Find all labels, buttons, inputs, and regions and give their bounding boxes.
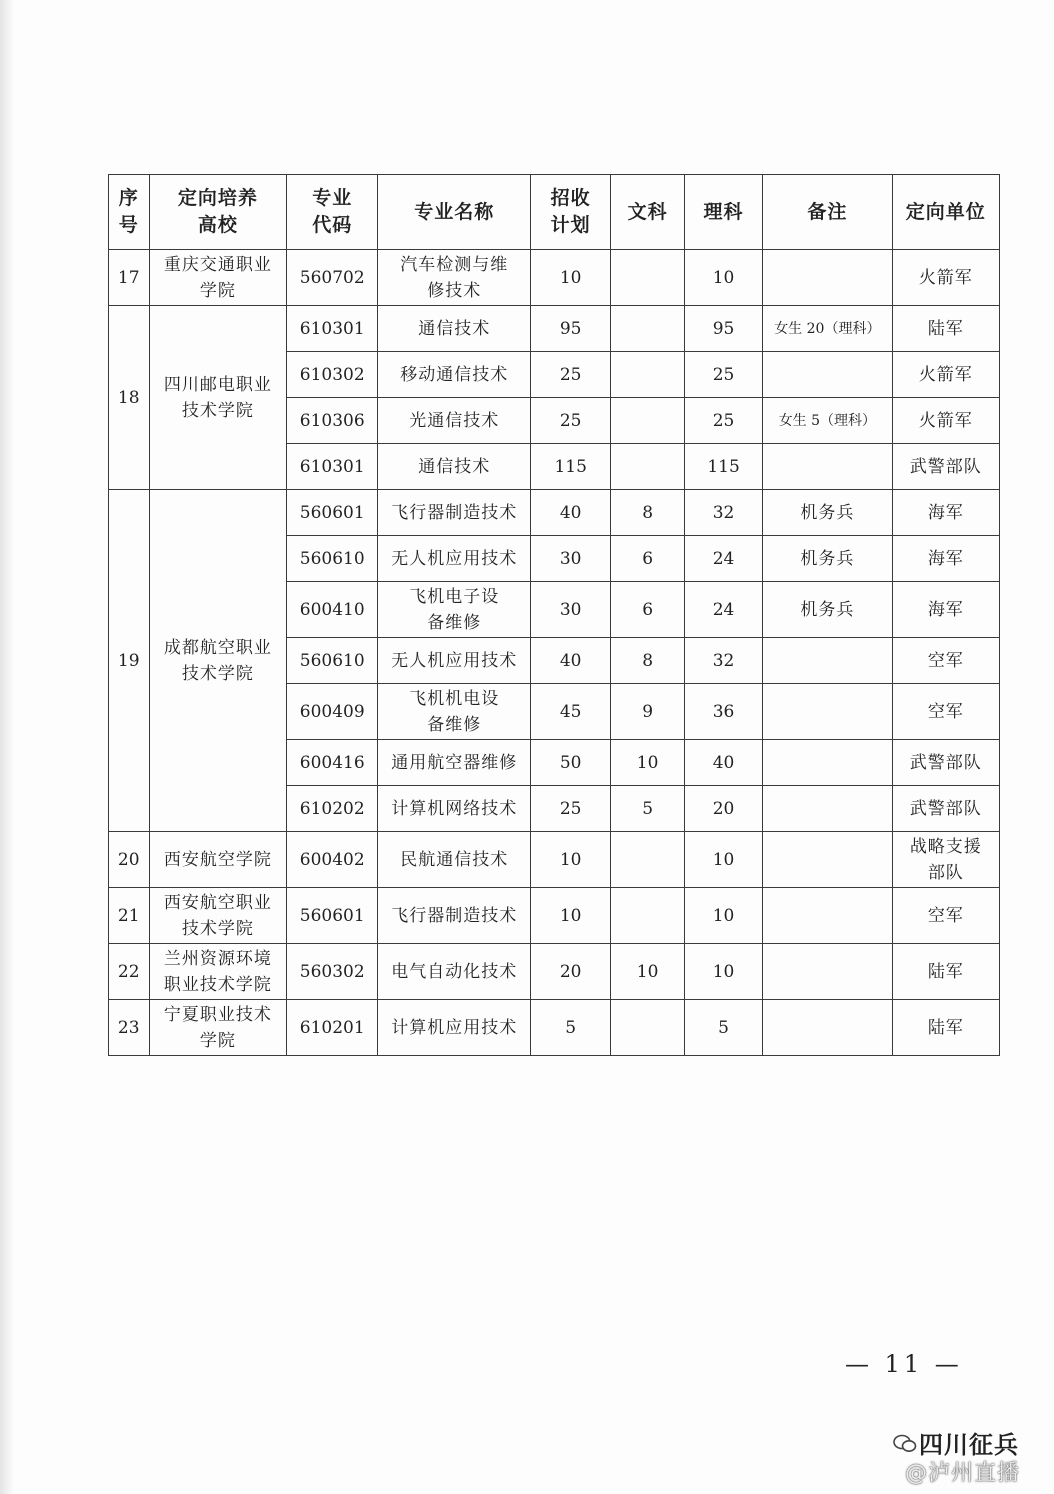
- code-cell: 560702: [287, 250, 378, 306]
- science-cell: 10: [685, 250, 763, 306]
- seq-cell: 23: [109, 1000, 150, 1056]
- arts-cell: 9: [611, 684, 685, 740]
- unit-cell: 空军: [892, 684, 999, 740]
- header-major: 专业名称: [378, 175, 531, 250]
- arts-cell: [611, 250, 685, 306]
- major-cell: 电气自动化技术: [378, 944, 531, 1000]
- unit-cell: 武警部队: [892, 740, 999, 786]
- science-cell: 5: [685, 1000, 763, 1056]
- remark-cell: 机务兵: [763, 490, 893, 536]
- watermark-handle: @泸州直播: [905, 1461, 1021, 1486]
- school-cell: 兰州资源环境职业技术学院: [149, 944, 287, 1000]
- table-row: [109, 490, 1000, 536]
- unit-cell: 空军: [892, 638, 999, 684]
- table-row: [109, 1000, 1000, 1056]
- unit-cell: 陆军: [892, 306, 999, 352]
- plan-cell: 115: [531, 444, 611, 490]
- unit-cell: 陆军: [892, 944, 999, 1000]
- header-school: 定向培养高校: [149, 175, 287, 250]
- remark-cell: 女生 20（理科）: [763, 306, 893, 352]
- unit-cell: 海军: [892, 582, 999, 638]
- code-cell: 610306: [287, 398, 378, 444]
- unit-cell: 战略支援部队: [892, 832, 999, 888]
- arts-cell: [611, 306, 685, 352]
- arts-cell: [611, 352, 685, 398]
- major-cell: 民航通信技术: [378, 832, 531, 888]
- seq-cell: 17: [109, 250, 150, 306]
- wechat-logo-icon: [893, 1434, 917, 1454]
- plan-cell: 30: [531, 536, 611, 582]
- major-cell: 飞机电子设备维修: [378, 582, 531, 638]
- plan-cell: 45: [531, 684, 611, 740]
- page-edge: [0, 0, 14, 1494]
- major-cell: 汽车检测与维修技术: [378, 250, 531, 306]
- science-cell: 32: [685, 490, 763, 536]
- major-cell: 光通信技术: [378, 398, 531, 444]
- code-cell: 560302: [287, 944, 378, 1000]
- science-cell: 95: [685, 306, 763, 352]
- major-cell: 无人机应用技术: [378, 638, 531, 684]
- arts-cell: 10: [611, 944, 685, 1000]
- science-cell: 10: [685, 832, 763, 888]
- arts-cell: 6: [611, 582, 685, 638]
- arts-cell: 5: [611, 786, 685, 832]
- unit-cell: 火箭军: [892, 352, 999, 398]
- table-row: [109, 250, 1000, 306]
- table-row: [109, 944, 1000, 1000]
- unit-cell: 空军: [892, 888, 999, 944]
- code-cell: 610201: [287, 1000, 378, 1056]
- seq-cell: 20: [109, 832, 150, 888]
- remark-cell: [763, 888, 893, 944]
- header-code: 专业代码: [287, 175, 378, 250]
- seq-cell: 19: [109, 490, 150, 832]
- school-cell: 宁夏职业技术学院: [149, 1000, 287, 1056]
- remark-cell: 女生 5（理科）: [763, 398, 893, 444]
- unit-cell: 火箭军: [892, 398, 999, 444]
- arts-cell: [611, 888, 685, 944]
- remark-cell: [763, 832, 893, 888]
- science-cell: 24: [685, 536, 763, 582]
- arts-cell: [611, 398, 685, 444]
- remark-cell: [763, 638, 893, 684]
- seq-cell: 21: [109, 888, 150, 944]
- remark-cell: 机务兵: [763, 536, 893, 582]
- major-cell: 通信技术: [378, 306, 531, 352]
- plan-cell: 10: [531, 250, 611, 306]
- major-cell: 计算机应用技术: [378, 1000, 531, 1056]
- major-cell: 无人机应用技术: [378, 536, 531, 582]
- arts-cell: [611, 444, 685, 490]
- school-cell: 成都航空职业技术学院: [149, 490, 287, 832]
- code-cell: 560601: [287, 490, 378, 536]
- enrollment-table: [108, 174, 1000, 1056]
- arts-cell: 10: [611, 740, 685, 786]
- code-cell: 560610: [287, 536, 378, 582]
- header-unit: 定向单位: [892, 175, 999, 250]
- school-cell: 西安航空职业技术学院: [149, 888, 287, 944]
- code-cell: 610302: [287, 352, 378, 398]
- code-cell: 600402: [287, 832, 378, 888]
- code-cell: 600410: [287, 582, 378, 638]
- science-cell: 36: [685, 684, 763, 740]
- unit-cell: 火箭军: [892, 250, 999, 306]
- arts-cell: 6: [611, 536, 685, 582]
- plan-cell: 50: [531, 740, 611, 786]
- plan-cell: 20: [531, 944, 611, 1000]
- unit-cell: 海军: [892, 536, 999, 582]
- major-cell: 飞行器制造技术: [378, 888, 531, 944]
- major-cell: 通信技术: [378, 444, 531, 490]
- header-science: 理科: [685, 175, 763, 250]
- science-cell: 20: [685, 786, 763, 832]
- science-cell: 10: [685, 944, 763, 1000]
- table-row: [109, 306, 1000, 352]
- arts-cell: [611, 832, 685, 888]
- remark-cell: [763, 786, 893, 832]
- header-plan: 招收计划: [531, 175, 611, 250]
- remark-cell: [763, 1000, 893, 1056]
- header-arts: 文科: [611, 175, 685, 250]
- plan-cell: 95: [531, 306, 611, 352]
- seq-cell: 18: [109, 306, 150, 490]
- table-row: [109, 888, 1000, 944]
- table-row: [109, 832, 1000, 888]
- plan-cell: 40: [531, 490, 611, 536]
- remark-cell: [763, 352, 893, 398]
- plan-cell: 25: [531, 352, 611, 398]
- remark-cell: [763, 250, 893, 306]
- seq-cell: 22: [109, 944, 150, 1000]
- remark-cell: [763, 444, 893, 490]
- code-cell: 610202: [287, 786, 378, 832]
- unit-cell: 陆军: [892, 1000, 999, 1056]
- remark-cell: [763, 740, 893, 786]
- plan-cell: 5: [531, 1000, 611, 1056]
- code-cell: 600409: [287, 684, 378, 740]
- unit-cell: 武警部队: [892, 786, 999, 832]
- plan-cell: 10: [531, 888, 611, 944]
- plan-cell: 25: [531, 786, 611, 832]
- school-cell: 西安航空学院: [149, 832, 287, 888]
- code-cell: 560610: [287, 638, 378, 684]
- major-cell: 移动通信技术: [378, 352, 531, 398]
- science-cell: 32: [685, 638, 763, 684]
- plan-cell: 10: [531, 832, 611, 888]
- school-cell: 四川邮电职业技术学院: [149, 306, 287, 490]
- unit-cell: 海军: [892, 490, 999, 536]
- plan-cell: 30: [531, 582, 611, 638]
- science-cell: 24: [685, 582, 763, 638]
- plan-cell: 25: [531, 398, 611, 444]
- science-cell: 10: [685, 888, 763, 944]
- header-remark: 备注: [763, 175, 893, 250]
- remark-cell: [763, 684, 893, 740]
- arts-cell: [611, 1000, 685, 1056]
- code-cell: 610301: [287, 444, 378, 490]
- arts-cell: 8: [611, 490, 685, 536]
- science-cell: 40: [685, 740, 763, 786]
- science-cell: 115: [685, 444, 763, 490]
- unit-cell: 武警部队: [892, 444, 999, 490]
- table-header-row: [109, 175, 1000, 250]
- code-cell: 610301: [287, 306, 378, 352]
- plan-cell: 40: [531, 638, 611, 684]
- major-cell: 通用航空器维修: [378, 740, 531, 786]
- code-cell: 600416: [287, 740, 378, 786]
- science-cell: 25: [685, 352, 763, 398]
- major-cell: 飞机机电设备维修: [378, 684, 531, 740]
- watermark-account: 四川征兵: [919, 1431, 1019, 1459]
- major-cell: 飞行器制造技术: [378, 490, 531, 536]
- header-seq: 序号: [109, 175, 150, 250]
- code-cell: 560601: [287, 888, 378, 944]
- science-cell: 25: [685, 398, 763, 444]
- major-cell: 计算机网络技术: [378, 786, 531, 832]
- watermark: [905, 1430, 1054, 1494]
- remark-cell: [763, 944, 893, 1000]
- arts-cell: 8: [611, 638, 685, 684]
- remark-cell: 机务兵: [763, 582, 893, 638]
- school-cell: 重庆交通职业学院: [149, 250, 287, 306]
- page-number: — 11 —: [845, 1350, 963, 1378]
